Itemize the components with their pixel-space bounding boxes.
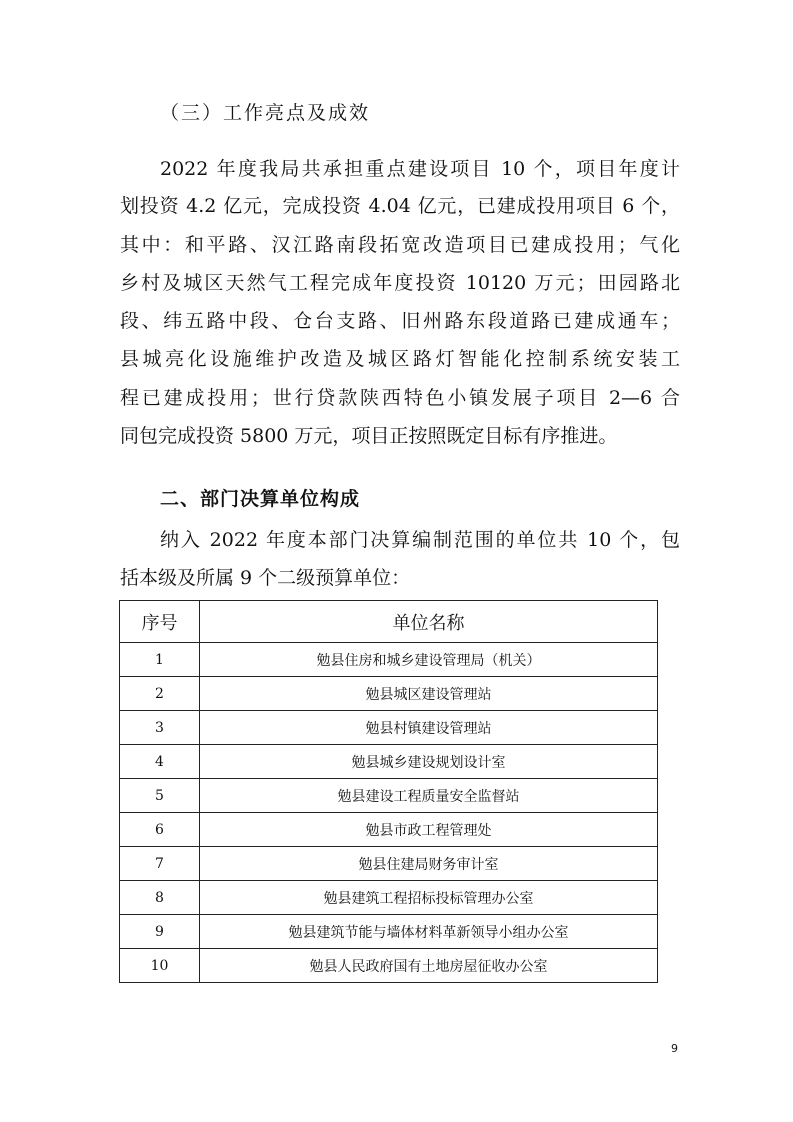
unit-table	[119, 600, 658, 983]
table-row	[120, 949, 658, 983]
paragraph-line: 同包完成投资 5800 万元，项目正按照既定目标有序推进。	[120, 425, 618, 447]
row-number-cell: 1	[120, 643, 200, 677]
unit-name-cell: 勉县城区建设管理站	[200, 677, 658, 711]
section-two-heading: 二、部门决算单位构成	[160, 488, 361, 510]
row-number-cell: 6	[120, 813, 200, 847]
intro-line: 纳入 2022 年度本部门决算编制范围的单位共 10 个，包	[160, 529, 680, 551]
row-number-cell: 7	[120, 847, 200, 881]
unit-name-cell: 勉县建设工程质量安全监督站	[200, 779, 658, 813]
paragraph-line: 程已建成投用；世行贷款陕西特色小镇发展子项目 2—6 合	[120, 387, 680, 409]
intro-line: 括本级及所属 9 个二级预算单位：	[120, 567, 411, 589]
unit-name-cell: 勉县住房和城乡建设管理局（机关）	[200, 643, 658, 677]
table-row	[120, 881, 658, 915]
row-number-cell: 2	[120, 677, 200, 711]
unit-name-cell: 勉县人民政府国有土地房屋征收办公室	[200, 949, 658, 983]
table-row	[120, 915, 658, 949]
table-row	[120, 847, 658, 881]
row-number-cell: 4	[120, 745, 200, 779]
row-number-cell: 8	[120, 881, 200, 915]
paragraph-line: 划投资 4.2 亿元，完成投资 4.04 亿元，已建成投用项目 6 个，	[120, 195, 680, 217]
table-row	[120, 813, 658, 847]
unit-name-cell: 勉县建筑工程招标投标管理办公室	[200, 881, 658, 915]
paragraph-line: 县城亮化设施维护改造及城区路灯智能化控制系统安装工	[120, 348, 680, 370]
row-number-cell: 10	[120, 949, 200, 983]
table-row	[120, 745, 658, 779]
paragraph-line: 乡村及城区天然气工程完成年度投资 10120 万元；田园路北	[120, 272, 680, 294]
page-number: 9	[671, 1042, 678, 1055]
row-number-cell: 5	[120, 779, 200, 813]
column-header-unit-name: 单位名称	[200, 601, 658, 643]
column-header-number: 序号	[120, 601, 200, 643]
unit-name-cell: 勉县建筑节能与墙体材料革新领导小组办公室	[200, 915, 658, 949]
unit-name-cell: 勉县村镇建设管理站	[200, 711, 658, 745]
unit-name-cell: 勉县城乡建设规划设计室	[200, 745, 658, 779]
paragraph-line: 段、纬五路中段、仓台支路、旧州路东段道路已建成通车；	[120, 310, 680, 332]
table-row	[120, 643, 658, 677]
paragraph-line: 其中：和平路、汉江路南段拓宽改造项目已建成投用；气化	[120, 234, 680, 256]
table-row	[120, 711, 658, 745]
row-number-cell: 3	[120, 711, 200, 745]
unit-name-cell: 勉县市政工程管理处	[200, 813, 658, 847]
paragraph-line: 2022 年度我局共承担重点建设项目 10 个，项目年度计	[160, 158, 680, 180]
table-row	[120, 779, 658, 813]
section-three-heading: （三）工作亮点及成效	[160, 102, 371, 124]
table-row	[120, 677, 658, 711]
unit-name-cell: 勉县住建局财务审计室	[200, 847, 658, 881]
row-number-cell: 9	[120, 915, 200, 949]
table-header-row	[120, 601, 658, 643]
